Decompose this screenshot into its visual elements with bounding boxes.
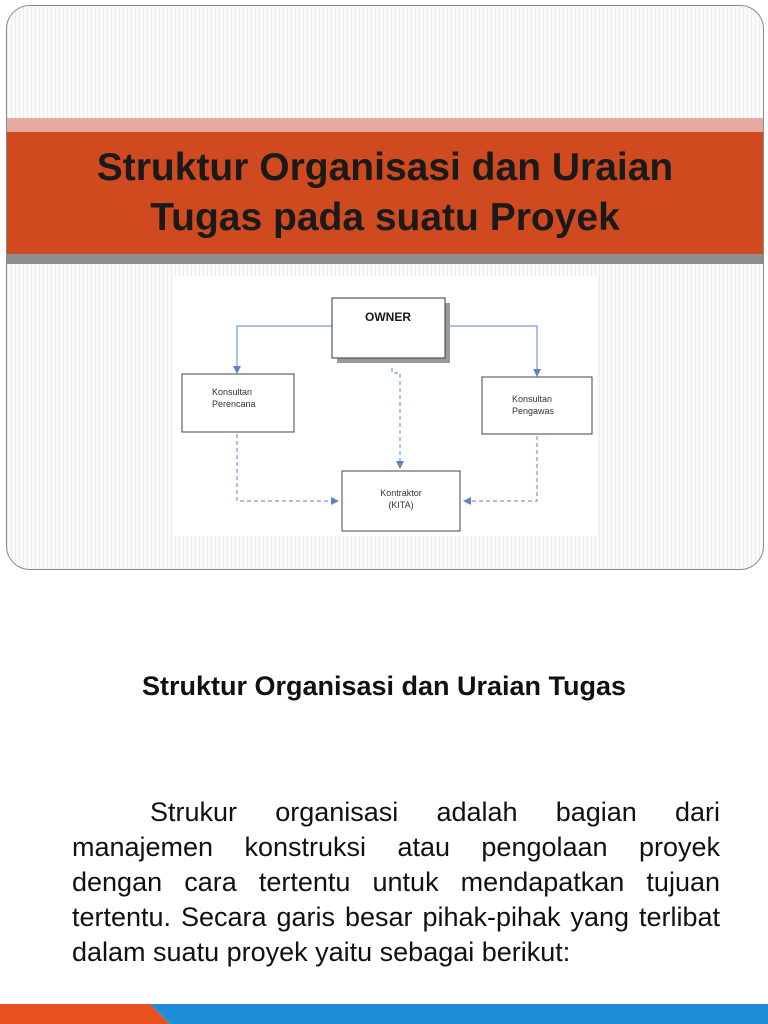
owner-box [332, 298, 445, 358]
owner-label: OWNER [365, 310, 411, 324]
perencana-label-line1: Konsultan [212, 387, 253, 397]
bottom-accent-orange [0, 1004, 170, 1024]
slide-title: Struktur Organisasi dan Uraian Tugas pada suatu Proyek [96, 146, 674, 239]
connector-perencana-to-kontraktor [237, 434, 338, 501]
body-paragraph: Strukur organisasi adalah bagian dari manajemen konstruksi atau pengolaan proyek dengan cara tertentu untuk mendapatkan tujuan tertentu. Secara garis besar pihak-pihak yang terlibat dalam suatu proyek yaitu sebagai berikut: [72, 797, 720, 967]
org-structure-diagram [172, 276, 597, 536]
pengawas-label-line1: Konsultan [512, 394, 553, 404]
connector-owner-to-perencana [237, 326, 332, 373]
slide-accent-strip-bottom [7, 254, 763, 264]
kontraktor-label-line2: (KITA) [388, 500, 414, 510]
connector-owner-to-pengawas [450, 326, 537, 376]
bottom-accent-bar [0, 1004, 768, 1024]
slide-accent-strip-top [7, 118, 763, 132]
title-slide [6, 5, 764, 570]
org-diagram-canvas [172, 276, 597, 536]
kontraktor-label-line1: Kontraktor [380, 488, 422, 498]
section-heading: Struktur Organisasi dan Uraian Tugas [141, 671, 627, 701]
connector-owner-to-kontraktor [392, 368, 400, 468]
bottom-accent-blue [150, 1004, 768, 1024]
pengawas-label-line2: Pengawas [512, 406, 555, 416]
connector-pengawas-to-kontraktor [464, 436, 537, 501]
perencana-label-line2: Perencana [212, 399, 256, 409]
